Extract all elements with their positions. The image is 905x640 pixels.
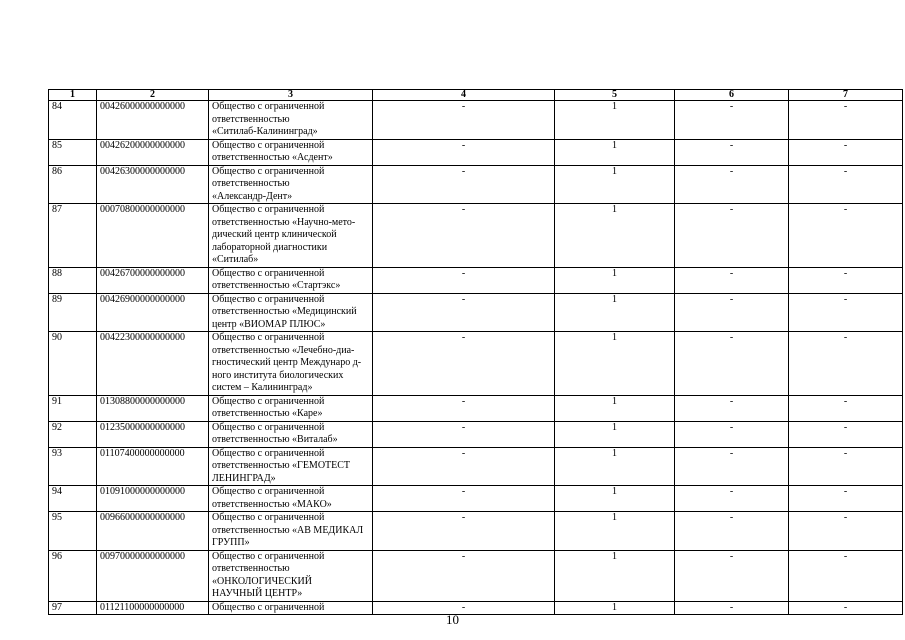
registry-code: 00970000000000000 [97, 550, 209, 601]
col7-value: - [789, 267, 903, 293]
registry-code: 01121100000000000 [97, 601, 209, 615]
registry-code: 00070800000000000 [97, 204, 209, 268]
organization-name-line: ответственностью «Медицинский [212, 306, 357, 317]
organization-name-line: Общество с ограниченной [212, 101, 325, 112]
organization-name-line: Общество с ограниченной [212, 332, 325, 343]
organization-name-line: «Ситилаб» [212, 254, 259, 265]
table-row [49, 512, 903, 551]
organization-name-line: Общество с ограниченной [212, 139, 325, 151]
organization-name-line: «ОНКОЛОГИЧЕСКИЙ [212, 575, 312, 587]
organization-name [209, 204, 373, 268]
row-number: 87 [49, 204, 97, 268]
col4-value: - [373, 204, 555, 268]
row-number: 96 [49, 550, 97, 601]
col7-value: - [789, 421, 903, 447]
organization-name-line: Общество с ограниченной [212, 395, 325, 407]
col7-value: - [789, 447, 903, 486]
organization-name-line: гностический центр Междунаро д- [212, 357, 362, 368]
table-row [49, 421, 903, 447]
organization-name-line: дический центр клинической [212, 229, 337, 240]
organization-name-line: Общество с ограниченной [212, 486, 325, 497]
registry-code: 00422300000000000 [97, 332, 209, 396]
col4-value: - [373, 395, 555, 421]
col6-value: - [675, 421, 789, 447]
row-number: 88 [49, 267, 97, 293]
row-number: 90 [49, 332, 97, 396]
organization-name [209, 332, 373, 396]
col4-value: - [373, 601, 555, 615]
table-row [49, 139, 903, 165]
registry-code: 01235000000000000 [97, 421, 209, 447]
registry-code: 00426300000000000 [97, 165, 209, 204]
registry-code: 01107400000000000 [97, 447, 209, 486]
organization-name-line: ответственностью [212, 113, 290, 125]
table-row [49, 293, 903, 332]
col4-value: - [373, 421, 555, 447]
col6-value: - [675, 293, 789, 332]
col7-value: - [789, 139, 903, 165]
organization-name-line: ответственностью «АВ МЕДИКАЛ [212, 524, 364, 536]
row-number: 93 [49, 447, 97, 486]
col4-value: - [373, 267, 555, 293]
column-header: 2 [97, 90, 209, 101]
organization-name-line: центр «ВИОМАР ПЛЮС» [212, 318, 326, 330]
organization-name-line: Общество с ограниченной [212, 550, 325, 562]
col6-value: - [675, 101, 789, 140]
col5-value: 1 [555, 550, 675, 601]
registry-code: 00966000000000000 [97, 512, 209, 551]
col5-value: 1 [555, 601, 675, 615]
col4-value: - [373, 101, 555, 140]
organization-name-line: Общество с ограниченной [212, 165, 325, 177]
col5-value: 1 [555, 139, 675, 165]
organization-name [209, 447, 373, 486]
table-row [49, 165, 903, 204]
col5-value: 1 [555, 267, 675, 293]
row-number: 94 [49, 486, 97, 512]
col6-value: - [675, 601, 789, 615]
row-number: 89 [49, 293, 97, 332]
registry-code: 00426000000000000 [97, 101, 209, 140]
organization-name-line: ответственностью [212, 563, 290, 574]
organization-name-line: ответственностью «Асдент» [212, 152, 333, 163]
table-row [49, 101, 903, 140]
organization-name-line: Общество с ограниченной [212, 267, 325, 279]
col7-value: - [789, 204, 903, 268]
organization-name-line: «Александр-Дент» [212, 190, 293, 202]
organization-name-line: ного института биологических [212, 369, 344, 381]
organization-name-line: лабораторной диагностики [212, 241, 328, 253]
col4-value: - [373, 550, 555, 601]
organization-name [209, 421, 373, 447]
organization-name [209, 139, 373, 165]
table-row [49, 447, 903, 486]
col7-value: - [789, 101, 903, 140]
col7-value: - [789, 550, 903, 601]
col6-value: - [675, 486, 789, 512]
organization-name-line: ГРУПП» [212, 537, 250, 548]
registry-code: 01308800000000000 [97, 395, 209, 421]
registry-code: 01091000000000000 [97, 486, 209, 512]
table-body [49, 101, 903, 615]
organization-name-line: Общество с ограниченной [212, 421, 325, 433]
col7-value: - [789, 165, 903, 204]
table-row [49, 486, 903, 512]
organization-name-line: «Ситилаб-Калининград» [212, 126, 318, 137]
organization-name-line: систем – Калининград» [212, 382, 313, 393]
column-header: 3 [209, 90, 373, 101]
organization-name [209, 165, 373, 204]
column-header: 1 [49, 90, 97, 101]
table-row [49, 332, 903, 396]
organization-name-line: Общество с ограниченной [212, 601, 325, 613]
row-number: 97 [49, 601, 97, 615]
registry-code: 00426900000000000 [97, 293, 209, 332]
row-number: 95 [49, 512, 97, 551]
organization-name [209, 486, 373, 512]
organization-name-line: Общество с ограниченной [212, 447, 325, 459]
row-number: 91 [49, 395, 97, 421]
organization-name [209, 267, 373, 293]
organization-name-line: ответственностью «ГЕМОТЕСТ [212, 460, 351, 471]
row-number: 86 [49, 165, 97, 204]
col5-value: 1 [555, 486, 675, 512]
column-header: 6 [675, 90, 789, 101]
table-row [49, 395, 903, 421]
col7-value: - [789, 486, 903, 512]
col6-value: - [675, 395, 789, 421]
organization-name-line: Общество с ограниченной [212, 204, 325, 215]
organization-name-line: ответственностью [212, 178, 290, 189]
col5-value: 1 [555, 293, 675, 332]
col5-value: 1 [555, 395, 675, 421]
col7-value: - [789, 293, 903, 332]
col4-value: - [373, 293, 555, 332]
col4-value: - [373, 332, 555, 396]
organization-name [209, 395, 373, 421]
registry-code: 00426700000000000 [97, 267, 209, 293]
col6-value: - [675, 512, 789, 551]
header-row [49, 90, 903, 101]
col5-value: 1 [555, 421, 675, 447]
organization-name-line: Общество с ограниченной [212, 512, 325, 523]
col6-value: - [675, 267, 789, 293]
registry-table [48, 89, 903, 615]
col4-value: - [373, 486, 555, 512]
col5-value: 1 [555, 512, 675, 551]
col5-value: 1 [555, 332, 675, 396]
organization-name [209, 101, 373, 140]
col4-value: - [373, 165, 555, 204]
col5-value: 1 [555, 204, 675, 268]
col4-value: - [373, 512, 555, 551]
row-number: 92 [49, 421, 97, 447]
row-number: 85 [49, 139, 97, 165]
col6-value: - [675, 332, 789, 396]
col5-value: 1 [555, 165, 675, 204]
column-header: 7 [789, 90, 903, 101]
col7-value: - [789, 395, 903, 421]
col4-value: - [373, 447, 555, 486]
col7-value: - [789, 332, 903, 396]
table-row [49, 204, 903, 268]
column-header: 4 [373, 90, 555, 101]
organization-name-line: ответственностью «Научно-мето- [212, 216, 356, 228]
col6-value: - [675, 139, 789, 165]
col6-value: - [675, 550, 789, 601]
organization-name-line: ответственностью «Виталаб» [212, 434, 338, 445]
page-number: 10 [446, 612, 459, 627]
table-row [49, 550, 903, 601]
col6-value: - [675, 165, 789, 204]
organization-name-line: ответственностью «МАКО» [212, 498, 332, 510]
organization-name-line: ответственностью «Лечебно-диа- [212, 344, 355, 356]
organization-name-line: ответственностью «Каре» [212, 408, 323, 419]
registry-code: 00426200000000000 [97, 139, 209, 165]
col5-value: 1 [555, 447, 675, 486]
col5-value: 1 [555, 101, 675, 140]
organization-name [209, 550, 373, 601]
organization-name [209, 293, 373, 332]
organization-name-line: ЛЕНИНГРАД» [212, 472, 276, 484]
row-number: 84 [49, 101, 97, 140]
organization-name-line: Общество с ограниченной [212, 293, 325, 305]
col6-value: - [675, 447, 789, 486]
col6-value: - [675, 204, 789, 268]
organization-name-line: ответственностью «Стартэкс» [212, 280, 341, 291]
col7-value: - [789, 512, 903, 551]
col4-value: - [373, 139, 555, 165]
col7-value: - [789, 601, 903, 615]
organization-name [209, 512, 373, 551]
column-header: 5 [555, 90, 675, 101]
table-row [49, 267, 903, 293]
organization-name-line: НАУЧНЫЙ ЦЕНТР» [212, 588, 303, 599]
